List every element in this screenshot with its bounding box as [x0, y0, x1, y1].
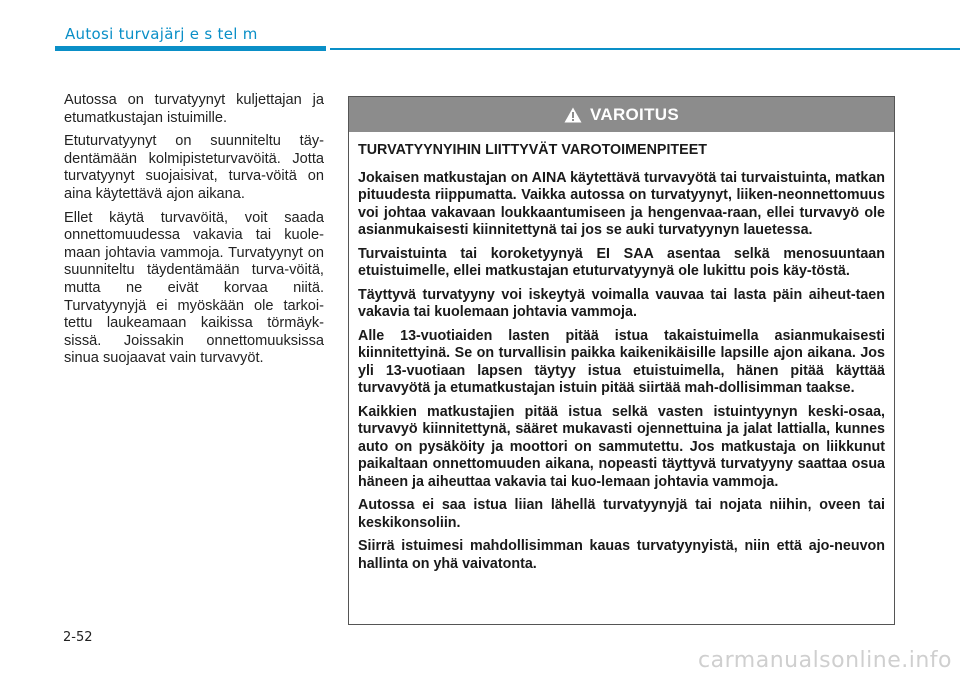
- warning-header: [349, 97, 894, 132]
- warning-paragraph: Jokaisen matkustajan on AINA käytettävä turvavyötä tai turvaistuinta, matkan pituudesta riippumatta. Vaikka autossa on turvatyynyt, liiken-neonnettomuus voi johtaa vakavaan loukkaantumiseen ja hengenvaa-raan, ellei turvavyö ole asianmukaisesti kiinnitettynä tai jos se auki turvatyynyn lauetessa.: [358, 169, 885, 238]
- warning-paragraph: Siirrä istuimesi mahdollisimman kauas turvatyynyistä, niin että ajo-neuvon hallinta on yhä vaivatonta.: [358, 538, 885, 572]
- warning-paragraph: Kaikkien matkustajien pitää istua selkä vasten istuintyynyn keski-osaa, turvavyö kiinnitettynä, sääret mukavasti ojennettuina ja jalat lattialla, kunnes auto on pysäköity ja moottori on sammutettu. Jos matkustaja on liikkunut paikaltaan onnettomuuden aikana, nopeasti täyttyvä turvatyyny saattaa osua häneen ja aiheuttaa vakavia tai kuo-lemaan johtavia vammoja.: [358, 403, 885, 490]
- section-title: Autosi turvajärj e s tel m: [65, 25, 258, 43]
- watermark: carmanualsonline.info: [698, 648, 952, 673]
- header-accent-bar: [55, 46, 326, 51]
- intro-paragraph: Autossa on turvatyynyt kuljettajan ja etumatkustajan istuimille.: [64, 92, 324, 126]
- warning-heading: TURVATYYNYIHIN LIITTYVÄT VAROTOIMENPITEET: [358, 142, 707, 158]
- warning-paragraph: Autossa ei saa istua liian lähellä turvatyynyjä tai nojata niihin, oveen tai keskikonsoliin.: [358, 497, 885, 531]
- warning-paragraph: Täyttyvä turvatyyny voi iskeytyä voimalla vauvaa tai lasta päin aiheut-taen vakavia tai kuolemaan johtavia vammoja.: [358, 286, 885, 320]
- warning-triangle-icon: [564, 107, 582, 123]
- warning-label: VAROITUS: [590, 104, 679, 124]
- warning-body: [349, 132, 894, 573]
- intro-column: [64, 92, 324, 374]
- intro-paragraph: Ellet käytä turvavöitä, voit saada onnettomuudessa vakavia tai kuole-maan johtavia vammoja. Turvatyynyt on suunniteltu täydentämään turva-vöitä, mutta ne eivät korvaa niitä. Turvatyynyjä ei myöskään ole tarkoi-tettu laukeamaan kaikissa törmäyk-sissä. Joissakin onnettomuuksissa sinua suojaavat vain turvavyöt.: [64, 209, 324, 367]
- warning-box: [348, 96, 895, 625]
- header-rule: [330, 48, 960, 50]
- warning-paragraph: Turvaistuinta tai koroketyynyä EI SAA asentaa selkä menosuuntaan etuistuimelle, ellei matkustajan etuturvatyynyä ole lukittu pois käy-töstä.: [358, 245, 885, 279]
- page-number: 2-52: [63, 630, 93, 645]
- warning-paragraph: Alle 13-vuotiaiden lasten pitää istua takaistuimella asianmukaisesti kiinnitettyinä. Se on turvallisin paikka kaikenikäisille lapsille ajon aikana. Jos yli 13-vuotiaan lapsen täytyy istua etuistuimella, hänen pitää käyttää turvavyötä ja etumatkustajan istuin pitää siirtää mah-dollisimman taakse.: [358, 327, 885, 396]
- intro-paragraph: Etuturvatyynyt on suunniteltu täy-dentämään kolmipisteturvavöitä. Jotta turvatyynyt suojaisivat, turva-vöitä on aina käytettävä ajon aikana.: [64, 133, 324, 202]
